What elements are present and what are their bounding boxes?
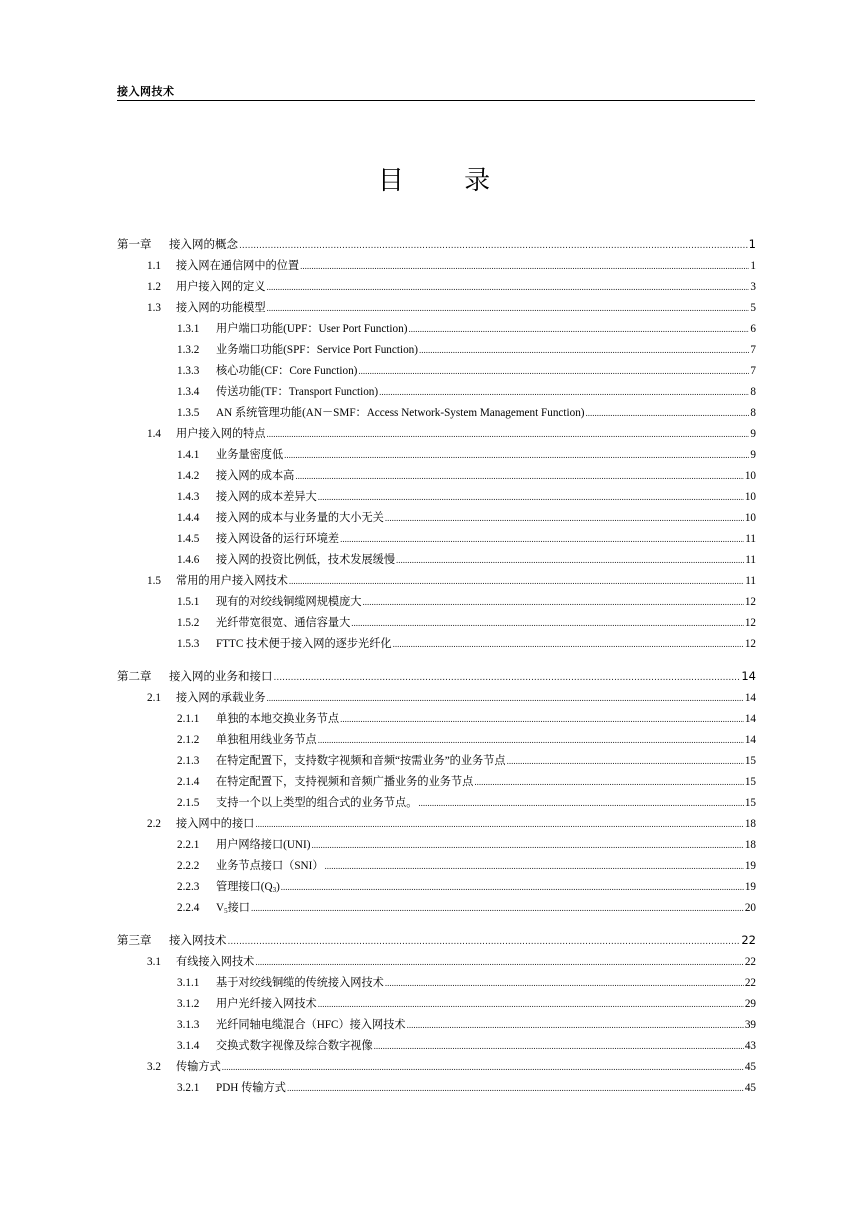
toc-dot-leader [407,1020,744,1030]
toc-dot-leader [289,576,744,586]
toc-entry-page: 8 [750,386,756,398]
toc-entry-page: 45 [744,1082,756,1094]
toc-entry-subscript: 3 [272,886,277,894]
toc-entry[interactable] [117,278,756,299]
toc-entry[interactable] [117,1037,756,1058]
toc-entry-page: 9 [750,449,756,461]
toc-entry-page: 22 [741,933,756,947]
toc-entry[interactable] [117,731,756,752]
toc-entry-page: 39 [744,1019,756,1031]
toc-dot-leader [255,819,743,829]
toc-entry[interactable] [117,773,756,794]
toc-entry-number: 2.2 [147,818,161,830]
toc-entry-label: 核心功能(CF：Core Function) [216,365,358,377]
running-header [117,82,755,101]
toc-entry[interactable] [117,932,756,953]
toc-dot-leader [385,513,744,523]
toc-entry-label: AN 系统管理功能(AN－SMF：Access Network-System Management Function) [216,407,585,419]
toc-dot-leader [228,937,741,947]
toc-entry-page: 10 [744,470,756,482]
toc-entry-label: 用户光纤接入网技术 [216,998,317,1010]
toc-entry[interactable] [117,1016,756,1037]
toc-dot-leader [274,673,741,683]
toc-dot-leader [351,618,744,628]
toc-dot-leader [222,1062,744,1072]
toc-entry-number: 1.4.2 [177,470,200,482]
toc-entry[interactable] [117,794,756,815]
toc-dot-leader [300,261,749,271]
toc-entry[interactable] [117,320,756,341]
toc-entry[interactable] [117,299,756,320]
toc-dot-leader [358,366,749,376]
toc-dot-leader [385,978,744,988]
toc-entry[interactable] [117,593,756,614]
toc-entry-number: 2.2.2 [177,860,200,872]
toc-entry-number: 1.5.2 [177,617,200,629]
toc-entry-label: 单独的本地交换业务节点 [216,713,340,725]
toc-entry-label: 传送功能(TF：Transport Function) [216,386,379,398]
toc-entry[interactable] [117,257,756,278]
toc-entry[interactable] [117,857,756,878]
toc-entry-page: 14 [744,734,756,746]
toc-dot-leader [340,714,744,724]
toc-entry-number: 1.4.5 [177,533,200,545]
toc-entry-page: 19 [744,881,756,893]
toc-dot-leader [408,324,749,334]
toc-dot-leader [287,1083,744,1093]
toc-entry-number: 1.5 [147,575,161,587]
toc-entry-number: 1.3.1 [177,323,200,335]
toc-entry-label: PDH 传输方式 [216,1082,286,1094]
toc-entry-number: 1.3 [147,302,161,314]
toc-entry-number: 3.1.3 [177,1019,200,1031]
toc-dot-leader [318,735,744,745]
toc-entry-page: 3 [750,281,756,293]
toc-entry[interactable] [117,530,756,551]
toc-dot-leader [418,798,743,808]
toc-dot-leader [379,387,749,397]
toc-entry-page: 14 [741,669,756,683]
header-title: 接入网技术 [117,85,175,98]
toc-entry-page: 11 [745,533,756,545]
toc-entry-label: 用户网络接口(UNI) [216,839,311,851]
toc-entry-number: 3.1.2 [177,998,200,1010]
toc-entry-number: 1.3.3 [177,365,200,377]
toc-entry-page: 15 [744,776,756,788]
toc-entry[interactable] [117,383,756,404]
toc-entry-number: 1.5.1 [177,596,200,608]
toc-entry-number: 2.2.3 [177,881,200,893]
toc-entry-label: 业务节点接口（SNI） [216,860,324,872]
toc-entry-label: 在特定配置下，支持视频和音频广播业务的业务节点 [216,776,474,788]
toc-entry-label: 用户接入网的定义 [176,281,266,293]
toc-entry[interactable] [117,668,756,689]
toc-dot-leader [267,429,750,439]
toc-entry[interactable] [117,899,756,920]
toc-entry-page: 20 [744,902,756,914]
toc-entry-page: 14 [744,692,756,704]
toc-entry[interactable] [117,572,756,593]
toc-entry-label: 接入网技术 [169,933,227,947]
toc-entry-label: 在特定配置下，支持数字视频和音频“按需业务”的业务节点 [216,755,506,767]
toc-entry-page: 14 [744,713,756,725]
toc-entry-page: 7 [750,344,756,356]
toc-entry-label: 用户接入网的特点 [176,428,266,440]
toc-entry-number: 2.1.5 [177,797,200,809]
toc-entry-page: 45 [744,1061,756,1073]
toc-entry-page: 7 [750,365,756,377]
toc-dot-leader [396,555,744,565]
toc-dot-leader [325,861,744,871]
toc-dot-leader [284,450,749,460]
toc-dot-leader [295,471,743,481]
toc-entry-number: 3.1.4 [177,1040,200,1052]
toc-dot-leader [362,597,743,607]
toc-entry-page: 8 [750,407,756,419]
toc-title: 目 录 [377,166,517,196]
toc-dot-leader [419,345,749,355]
toc-dot-leader [474,777,743,787]
toc-entry-number: 1.3.2 [177,344,200,356]
toc-entry-number: 1.4.1 [177,449,200,461]
toc-entry-number: 2.1.3 [177,755,200,767]
toc-entry-number: 2.1.2 [177,734,200,746]
toc-entry[interactable] [117,974,756,995]
toc-entry-number: 1.4.4 [177,512,200,524]
toc-entry-page: 10 [744,491,756,503]
toc-entry-label: 接入网的功能模型 [176,302,266,314]
toc-dot-leader [267,693,744,703]
toc-entry-number: 1.4.3 [177,491,200,503]
toc-entry[interactable] [117,815,756,836]
toc-entry-page: 18 [744,839,756,851]
toc-dot-leader [318,492,744,502]
toc-entry[interactable] [117,446,756,467]
toc-entry-page: 12 [744,617,756,629]
toc-entry-label: 基于对绞线铜缆的传统接入网技术 [216,977,384,989]
toc-dot-leader [586,408,750,418]
toc-entry-subscript: 5 [224,907,228,915]
toc-dot-leader [393,639,744,649]
toc-entry-page: 10 [744,512,756,524]
toc-entry-page: 19 [744,860,756,872]
toc-entry-number: 1.4 [147,428,161,440]
toc-entry[interactable] [117,836,756,857]
toc-entry-label: 常用的用户接入网技术 [176,575,288,587]
toc-entry-page: 6 [750,323,756,335]
toc-entry-label: 接入网的成本高 [216,470,295,482]
toc-entry[interactable] [117,551,756,572]
toc-entry-label: 接入网的概念 [169,237,238,251]
toc-entry[interactable] [117,236,756,257]
toc-dot-leader [251,903,744,913]
toc-entry-page: 15 [744,797,756,809]
toc-entry[interactable] [117,1058,756,1079]
toc-entry-label: 接入网的承载业务 [176,692,266,704]
toc-dot-leader [255,957,743,967]
toc-entry[interactable] [117,509,756,530]
toc-entry-label: 接入网的成本与业务量的大小无关 [216,512,384,524]
toc-entry-number: 第二章 [117,669,152,683]
toc-entry-page: 11 [745,575,756,587]
toc-entry-number: 3.2 [147,1061,161,1073]
toc-entry-label: 业务量密度低 [216,449,284,461]
toc-entry-label: 接入网设备的运行环境差 [216,533,340,545]
toc-entry-label: 支持一个以上类型的组合式的业务节点。 [216,797,418,809]
toc-entry[interactable] [117,710,756,731]
toc-entry-label: 接入网中的接口 [176,818,255,830]
toc-entry-number: 1.1 [147,260,161,272]
toc-entry-page: 12 [744,638,756,650]
toc-entry[interactable] [117,362,756,383]
toc-entry-page: 18 [744,818,756,830]
toc-entry-number: 2.1 [147,692,161,704]
toc-entry[interactable] [117,467,756,488]
toc-dot-leader [267,303,750,313]
toc-entry-page: 15 [744,755,756,767]
toc-entry[interactable] [117,689,756,710]
toc-entry-label: 接入网的成本差异大 [216,491,317,503]
toc-entry-number: 第三章 [117,933,152,947]
toc-entry-page: 5 [750,302,756,314]
toc-entry-label: 有线接入网技术 [176,956,255,968]
toc-entry[interactable] [117,953,756,974]
toc-entry[interactable] [117,878,756,899]
toc-entry-number: 1.2 [147,281,161,293]
toc-entry-number: 3.1.1 [177,977,200,989]
toc-dot-leader [239,241,748,251]
toc-entry[interactable] [117,752,756,773]
toc-entry[interactable] [117,995,756,1016]
toc-dot-leader [318,999,744,1009]
toc-dot-leader [311,840,743,850]
toc-entry[interactable] [117,425,756,446]
table-of-contents [117,236,756,1100]
toc-entry-label: 业务端口功能(SPF：Service Port Function) [216,344,418,356]
toc-entry-number: 1.3.5 [177,407,200,419]
toc-entry-label: 交换式数字视像及综合数字视像 [216,1040,373,1052]
toc-entry[interactable] [117,404,756,425]
toc-entry-label: 传输方式 [176,1061,221,1073]
toc-entry-label: 光纤同轴电缆混合（HFC）接入网技术 [216,1019,406,1031]
toc-entry-number: 2.1.1 [177,713,200,725]
toc-entry[interactable] [117,1079,756,1100]
toc-entry-label: 接入网在通信网中的位置 [176,260,300,272]
toc-entry-number: 3.1 [147,956,161,968]
toc-entry-number: 1.5.3 [177,638,200,650]
toc-entry-page: 1 [750,260,756,272]
toc-entry-number: 第一章 [117,237,152,251]
toc-entry-label: 接入网的投资比例低，技术发展缓慢 [216,554,396,566]
toc-entry-page: 9 [750,428,756,440]
toc-dot-leader [507,756,744,766]
toc-entry-label: 接入网的业务和接口 [169,669,273,683]
toc-entry-page: 22 [744,977,756,989]
toc-entry-number: 1.4.6 [177,554,200,566]
toc-entry-number: 3.2.1 [177,1082,200,1094]
toc-entry-label: FTTC 技术便于接入网的逐步光纤化 [216,638,392,650]
toc-dot-leader [340,534,744,544]
toc-entry-page: 11 [745,554,756,566]
toc-entry-page: 12 [744,596,756,608]
toc-dot-leader [281,882,744,892]
toc-entry-label: $V_5$接口 [216,902,250,915]
toc-entry[interactable] [117,488,756,509]
toc-entry-number: 2.2.4 [177,902,200,914]
toc-entry-number: 2.2.1 [177,839,200,851]
toc-entry[interactable] [117,614,756,635]
toc-entry-label: 单独租用线业务节点 [216,734,317,746]
toc-entry-label: 现有的对绞线铜缆网规模庞大 [216,596,362,608]
toc-dot-leader [374,1041,744,1051]
toc-entry-page: 1 [748,237,756,251]
toc-entry-page: 22 [744,956,756,968]
toc-dot-leader [267,282,750,292]
toc-entry-page: 43 [744,1040,756,1052]
toc-entry-label: 光纤带宽很宽、通信容量大 [216,617,351,629]
toc-entry-label: 管理接口$(Q_3)$ [216,881,280,894]
toc-entry[interactable] [117,635,756,656]
toc-entry[interactable] [117,341,756,362]
toc-entry-number: 1.3.4 [177,386,200,398]
toc-entry-number: 2.1.4 [177,776,200,788]
toc-entry-label: 用户端口功能(UPF：User Port Function) [216,323,408,335]
toc-entry-page: 29 [744,998,756,1010]
